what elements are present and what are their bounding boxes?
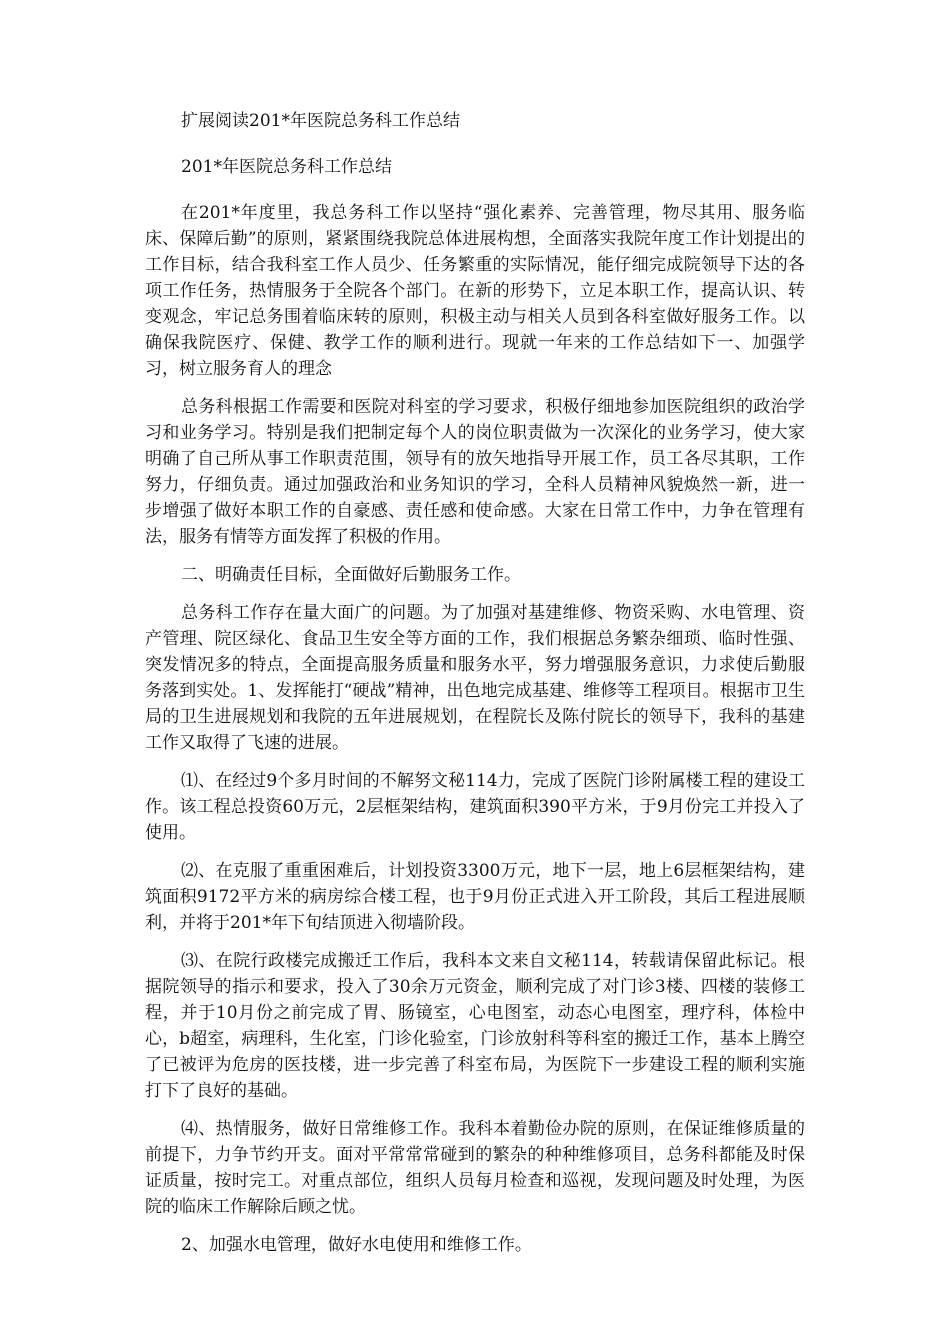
- paragraph-water-electric: 2、加强水电管理，做好水电使用和维修工作。: [181, 1235, 532, 1255]
- paragraph-intro: 在201*年度里，我总务科工作以坚持“强化素养、完善管理，物尽其用、服务临床、保障后勤”的原则，紧紧围绕我院总体进展构想，全面落实我院年度工作计划提出的工作目标，结合我科室工作人员少、任务繁重的实际情况，能仔细完成院领导下达的各项工作任务，热情服务于全院各个部门。在新的形势下，立足本职工作，提高认识、转变观念，牢记总务围着临床转的原则，积极主动与相关人员到各科室做好服务工作。以确保我院医疗、保健、教学工作的顺利进行。现就一年来的工作总结如下一、加强学习，树立服务育人的理念: [145, 203, 805, 379]
- paragraph-item-1: ⑴、在经过9个多月时间的不解努文秘114力，完成了医院门诊附属楼工程的建设工作。该工程总投资60万元，2层框架结构，建筑面积390平方米，于9月份完工并投入了使用。: [145, 771, 805, 843]
- paragraph-logistics: 总务科工作存在量大面广的问题。为了加强对基建维修、物资采购、水电管理、资产管理、院区绿化、食品卫生安全等方面的工作，我们根据总务繁杂细琐、临时性强、突发情况多的特点，全面提高服务质量和服务水平，努力增强服务意识，力求使后勤服务落到实处。1、发挥能打“硬战”精神，出色地完成基建、维修等工程项目。根据市卫生局的卫生进展规划和我院的五年进展规划，在程院长及陈付院长的领导下，我科的基建工作又取得了飞速的进展。: [145, 603, 805, 753]
- document-body: [145, 108, 805, 1270]
- section-heading-two: 二、明确责任目标，全面做好后勤服务工作。: [181, 565, 521, 585]
- document-title: 扩展阅读201*年医院总务科工作总结: [181, 111, 460, 131]
- paragraph-study: 总务科根据工作需要和医院对科室的学习要求，积极仔细地参加医院组织的政治学习和业务学习。特别是我们把制定每个人的岗位职责做为一次深化的业务学习，使大家明确了自己所从事工作职责范围，领导有的放矢地指导开展工作，员工各尽其职，工作努力，仔细负责。通过加强政治和业务知识的学习，全科人员精神风貌焕然一新，进一步增强了做好本职工作的自豪感、责任感和使命感。大家在日常工作中，力争在管理有法，服务有情等方面发挥了积极的作用。: [145, 397, 805, 547]
- paragraph-item-2: ⑵、在克服了重重困难后，计划投资3300万元，地下一层，地上6层框架结构，建筑面积9172平方米的病房综合楼工程，也于9月份正式进入开工阶段，其后工程进展顺利，并将于201*年下旬结顶进入彻墙阶段。: [145, 861, 805, 933]
- paragraph-item-3: ⑶、在院行政楼完成搬迁工作后，我科本文来自文秘114，转载请保留此标记。根据院领导的指示和要求，投入了30余万元资金，顺利完成了对门诊3楼、四楼的装修工程，并于10月份之前完成了胃、肠镜室，心电图室，动态心电图室，理疗科，体检中心，b超室，病理科，生化室，门诊化验室，门诊放射科等科室的搬迁工作，基本上腾空了已被评为危房的医技楼，进一步完善了科室布局，为医院下一步建设工程的顺利实施打下了良好的基础。: [145, 951, 805, 1101]
- paragraph-item-4: ⑷、热情服务，做好日常维修工作。我科本着勤俭办院的原则，在保证维修质量的前提下，力争节约开支。面对平常常常碰到的繁杂的种种维修项目，总务科都能及时保证质量，按时完工。对重点部位，组织人员每月检查和巡视，发现问题及时处理，为医院的临床工作解除后顾之忧。: [145, 1119, 805, 1217]
- document-subtitle: 201*年医院总务科工作总结: [181, 157, 392, 177]
